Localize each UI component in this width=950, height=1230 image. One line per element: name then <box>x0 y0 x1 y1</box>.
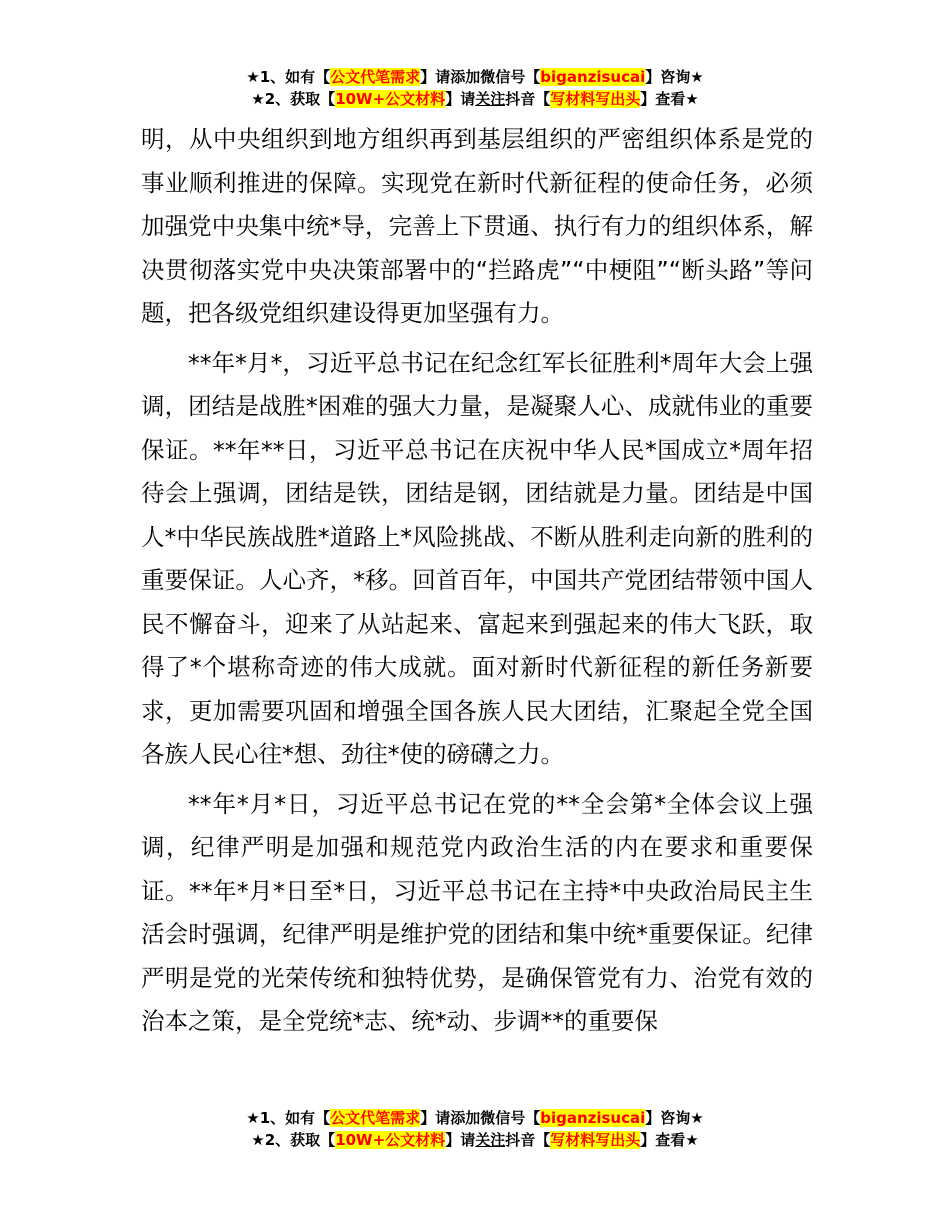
document-body <box>141 118 813 1050</box>
highlight-wechat-id: biganzisucai <box>540 1109 646 1127</box>
banner-text: ★1、如有【 <box>246 1109 331 1127</box>
paragraph: **年*月*日，习近平总书记在党的**全会第*全体会议上强调，纪律严明是加强和规范党内政治生活的内在要求和重要保证。**年*月*日至*日，习近平总书记在主持*中央政治局民主生活会时强调，纪律严明是维护党的团结和集中统*重要保证。纪律严明是党的光荣传统和独特优势，是确保管党有力、治党有效的治本之策，是全党统*志、统*动、步调**的重要保 <box>141 789 813 1035</box>
highlight-wechat-id: biganzisucai <box>540 68 646 86</box>
banner-text: 抖音【 <box>505 1131 551 1149</box>
banner-text: ★2、获取【 <box>251 90 336 108</box>
banner-text: 】查看★ <box>640 1131 699 1149</box>
highlight-materials: 10W+公文材料 <box>335 1131 446 1149</box>
underlined-follow: 关注 <box>475 90 506 108</box>
paragraph: **年*月*，习近平总书记在纪念红军长征胜利*周年大会上强调，团结是战胜*困难的强大力量，是凝聚人心、成就伟业的重要保证。**年**日，习近平总书记在庆祝中华人民*国成立*周年招待会上强调，团结是铁，团结是钢，团结就是力量。团结是中国人*中华民族战胜*道路上*风险挑战、不断从胜利走向新的胜利的重要保证。人心齐，*移。回首百年，中国共产党团结带领中国人民不懈奋斗，迎来了从站起来、富起来到强起来的伟大飞跃，取得了*个堪称奇迹的伟大成就。面对新时代新征程的新任务新要求，更加需要巩固和增强全国各族人民大团结，汇聚起全党全国各族人民心往*想、劲往*使的磅礴之力。 <box>141 348 813 768</box>
banner-text: 】查看★ <box>640 90 699 108</box>
header-banner <box>0 66 950 110</box>
highlight-douyin: 写材料写出头 <box>550 1131 641 1149</box>
highlight-service: 公文代笔需求 <box>330 68 421 86</box>
highlight-douyin: 写材料写出头 <box>550 90 641 108</box>
banner-text: ★1、如有【 <box>246 68 331 86</box>
banner-text: 】咨询★ <box>645 68 704 86</box>
banner-line-1 <box>0 1107 950 1129</box>
highlight-materials: 10W+公文材料 <box>335 90 446 108</box>
footer-banner <box>0 1107 950 1151</box>
paragraph: 明，从中央组织到地方组织再到基层组织的严密组织体系是党的事业顺利推进的保障。实现党在新时代新征程的使命任务，必须加强党中央集中统*导，完善上下贯通、执行有力的组织体系，解决贯彻落实党中央决策部署中的“拦路虎”“中梗阻”“断头路”等问题，把各级党组织建设得更加坚强有力。 <box>141 125 813 327</box>
banner-text: 】请添加微信号【 <box>420 1109 541 1127</box>
banner-text: 】咨询★ <box>645 1109 704 1127</box>
banner-text: 】请 <box>445 1131 476 1149</box>
banner-line-2 <box>0 1129 950 1151</box>
underlined-follow: 关注 <box>475 1131 506 1149</box>
banner-text: 】请添加微信号【 <box>420 68 541 86</box>
banner-text: 】请 <box>445 90 476 108</box>
banner-line-2 <box>0 88 950 110</box>
banner-text: 抖音【 <box>505 90 551 108</box>
banner-line-1 <box>0 66 950 88</box>
banner-text: ★2、获取【 <box>251 1131 336 1149</box>
highlight-service: 公文代笔需求 <box>330 1109 421 1127</box>
